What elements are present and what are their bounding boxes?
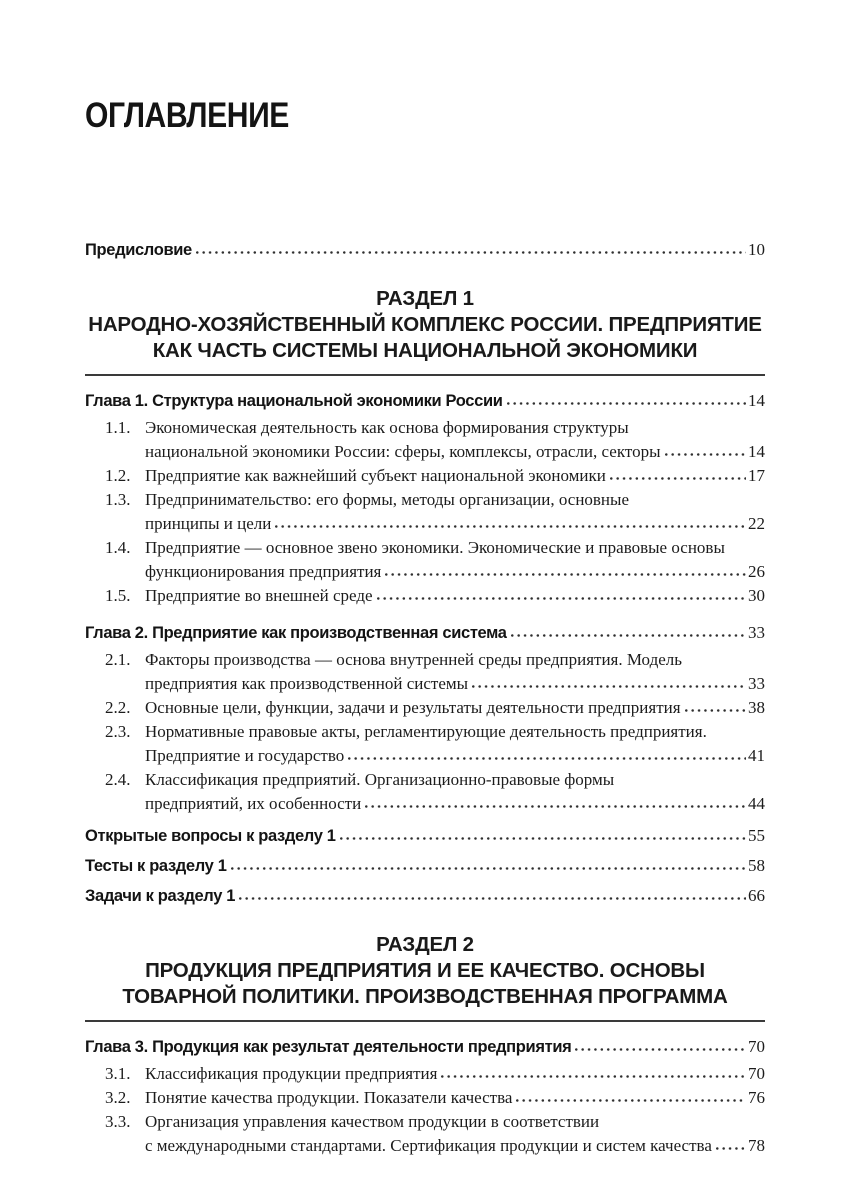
entry-text: Нормативные правовые акты, регламентирующие деятельность предприятия. [145,722,707,741]
page-number: 22 [748,514,765,533]
entry-line-2 [105,512,765,536]
entry-number: 1.3. [105,490,131,509]
entry-number: 1.2. [105,466,131,485]
dot-leader [665,452,747,457]
entry-label: Глава 1. Структура национальной экономики России [85,392,503,410]
entry-text: Экономическая деятельность как основа формирования структуры [145,418,629,437]
page-number: 14 [748,442,765,461]
entry-text: Предприятие — основное звено экономики. Экономические и правовые основы [145,538,725,557]
dot-leader [196,250,746,255]
entry-line-2 [105,440,765,464]
entry-label: Задачи к разделу 1 [85,887,236,905]
page-number: 78 [748,1136,765,1155]
toc-entry-preface [85,240,765,260]
toc-entry-2-1 [85,648,765,696]
page-title: ОГЛАВЛЕНИЕ [85,96,289,135]
entry-text: функционирования предприятия [145,562,382,581]
section-2-heading [85,932,765,1022]
toc-entry-3-2 [85,1086,765,1110]
entry-number: 3.3. [105,1112,131,1131]
entry-text: Предприятие во внешней среде [145,586,373,605]
dot-leader [685,708,746,713]
page-number: 55 [748,826,765,845]
dot-leader [441,1074,746,1079]
entry-text: предприятия как производственной системы [145,674,469,693]
entry-label: Тесты к разделу 1 [85,857,227,875]
toc-entry-1-5 [85,584,765,608]
entry-line-2 [105,560,765,584]
dot-leader [231,866,746,871]
dot-leader [348,756,746,761]
page-number: 17 [748,466,765,485]
entry-text: Классификация продукции предприятия [145,1064,438,1083]
toc-entry-open-questions-1 [85,826,765,846]
toc-entry-chapter-1 [85,391,765,411]
toc-entry-1-3 [85,488,765,536]
entry-line-1 [105,648,765,672]
entry-line-2 [105,744,765,768]
page-number: 26 [748,562,765,581]
entry-number: 2.2. [105,698,131,717]
entry-label: Глава 2. Предприятие как производственная система [85,624,507,642]
entry-number: 2.1. [105,650,131,669]
entry-text: Основные цели, функции, задачи и результаты деятельности предприятия [145,698,681,717]
entry-number: 1.4. [105,538,131,557]
toc-entry-2-4 [85,768,765,816]
entry-text: Понятие качества продукции. Показатели качества [145,1088,513,1107]
entry-label: Глава 3. Продукция как результат деятельности предприятия [85,1038,572,1056]
section-kicker: РАЗДЕЛ 2 [376,933,474,956]
entry-number: 1.5. [105,586,131,605]
dot-leader [507,401,746,406]
entry-line-1 [105,1110,765,1134]
entry-text: Организация управления качеством продукции в соответствии [145,1112,600,1131]
dot-leader [365,804,746,809]
entry-number: 3.2. [105,1088,131,1107]
dot-leader [610,476,746,481]
entry-label: Открытые вопросы к разделу 1 [85,827,336,845]
page-number: 10 [748,240,765,259]
section-title-line-1: НАРОДНО-ХОЗЯЙСТВЕННЫЙ КОМПЛЕКС РОССИИ. ПРЕДПРИЯТИЕ [88,313,762,336]
entry-line-1 [105,768,765,792]
section-1-heading [85,286,765,376]
section-title-line-2: КАК ЧАСТЬ СИСТЕМЫ НАЦИОНАЛЬНОЙ ЭКОНОМИКИ [152,339,698,362]
entry-text: Предприятие и государство [145,746,345,765]
page-number: 44 [748,794,765,813]
dot-leader [239,896,746,901]
toc-entry-problems-1 [85,886,765,906]
entry-number: 2.4. [105,770,131,789]
dot-leader [516,1098,746,1103]
toc-entry-2-3 [85,720,765,768]
dot-leader [377,596,746,601]
entry-line-2 [105,792,765,816]
page-number: 70 [748,1037,765,1056]
page-number: 14 [748,391,765,410]
entry-text: Предприятие как важнейший субъект национальной экономики [145,466,606,485]
page-number: 38 [748,698,765,717]
entry-number: 2.3. [105,722,131,741]
toc-entry-chapter-2 [85,623,765,643]
toc-entry-1-4 [85,536,765,584]
section-kicker: РАЗДЕЛ 1 [376,287,474,310]
entry-number: 1.1. [105,418,131,437]
entry-text: предприятий, их особенности [145,794,362,813]
toc-entry-1-2 [85,464,765,488]
entry-text: национальной экономики России: сферы, комплексы, отрасли, секторы [145,442,661,461]
entry-line-2 [105,672,765,696]
entry-text: с международными стандартами. Сертификация продукции и систем качества [145,1136,712,1155]
toc-entry-tests-1 [85,856,765,876]
entry-label: Предисловие [85,241,192,259]
toc-entry-chapter-3 [85,1037,765,1057]
page-number: 30 [748,586,765,605]
entry-line-2 [105,1134,765,1158]
page-number: 70 [748,1064,765,1083]
dot-leader [340,836,746,841]
entry-text: Предпринимательство: его формы, методы организации, основные [145,490,630,509]
entry-line-1 [105,416,765,440]
toc-entry-3-3 [85,1110,765,1158]
page-number: 76 [748,1088,765,1107]
toc-entry-1-1 [85,416,765,464]
dot-leader [472,684,746,689]
entry-number: 3.1. [105,1064,131,1083]
page-number: 66 [748,886,765,905]
page-number: 33 [748,623,765,642]
dot-leader [716,1146,746,1151]
dot-leader [385,572,746,577]
dot-leader [511,633,746,638]
page-number: 58 [748,856,765,875]
dot-leader [275,524,746,529]
toc-entry-3-1 [85,1062,765,1086]
entry-line-1 [105,720,765,744]
section-title-line-2: ТОВАРНОЙ ПОЛИТИКИ. ПРОИЗВОДСТВЕННАЯ ПРОГРАММА [122,985,728,1008]
dot-leader [575,1047,746,1052]
toc-entry-2-2 [85,696,765,720]
entry-text: Факторы производства — основа внутренней среды предприятия. Модель [145,650,683,669]
entry-line-1 [105,488,765,512]
entry-text: Классификация предприятий. Организационно-правовые формы [145,770,615,789]
page-number: 41 [748,746,765,765]
page-number: 33 [748,674,765,693]
entry-text: принципы и цели [145,514,272,533]
section-title-line-1: ПРОДУКЦИЯ ПРЕДПРИЯТИЯ И ЕЕ КАЧЕСТВО. ОСНОВЫ [145,959,705,982]
entry-line-1 [105,536,765,560]
